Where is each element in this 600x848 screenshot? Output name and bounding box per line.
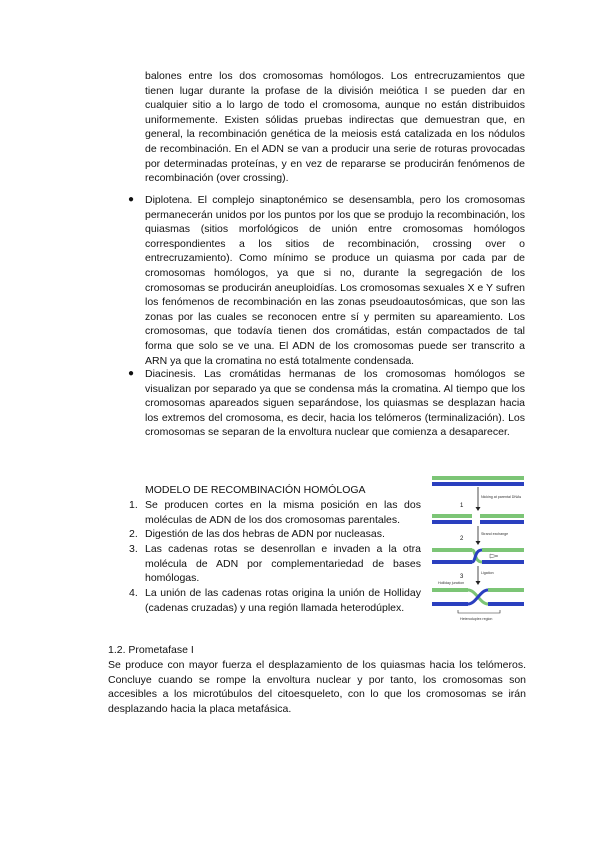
fig-label-nicking: Nicking at parental DNAs [481,495,522,499]
arrowhead-3 [476,581,481,585]
fig-label-ligation: Ligation [481,571,494,575]
step-text: Se producen cortes en la misma posición en las dos moléculas de ADN de los dos cromosomas parentales. [145,499,421,526]
fig-label-heteroduplex: Heteroduplex region [460,617,493,621]
fig-label-strand-exchange: Strand exchange [481,532,509,536]
step-text: La unión de las cadenas rotas origina la unión de Holliday (cadenas cruzadas) y una región llamada heterodúplex. [145,587,421,614]
step-text: Las cadenas rotas se desenrollan e invaden a la otra molécula de ADN por complementariedad de bases homólogas. [145,543,421,585]
fig-step-1: 1 [460,503,464,509]
fig-step-2: 2 [460,536,464,542]
step-number: 4. [129,587,138,599]
continuation-paragraph: balones entre los dos cromosomas homólogos. Los entrecruzamientos que tienen lugar durante la profase de la división meiótica I se pueden dar en cualquier sitio a lo largo de todo el cromosoma, aunque no están distribuidos uniformemente. Existen sólidas pruebas indirectas que demuestran que, en general, la recombinación genética de la meiosis está catalizada en los nódulos de recombinación. En el ADN se van a producir una serie de roturas provocadas por determinadas proteínas, y en vez de repararse se producirán fenómenos de recombinación (over crossing). [145,70,525,185]
arrowhead-1 [476,507,481,511]
section-body: Se produce con mayor fuerza el desplazamiento de los quiasmas hacia los telómeros. Concluye cuando se rompe la envoltura nuclear y por tanto, los cromosomas son accesibles a los microtúbulos del citoesqueleto, con lo que los cromosomas se irán desplazando hacia la placa metafásica. [108,659,526,715]
figure-stage-3 [432,588,524,606]
bullet-diacinesis: Diacinesis. Las cromátidas hermanas de los cromosomas homólogos se visualizan por separado ya que se condensa más la cromatina. Al tiempo que los cromosomas apareados siguen separándose, los quiasmas se desplazan hacia los extremos del cromosoma, es decir, hacia los telómeros (terminalización). Los cromosomas se separan de la envoltura nuclear que comienza a desaparecer. [145,368,525,439]
step-text: Digestión de las dos hebras de ADN por nucleasas. [145,528,385,540]
arrowhead-2 [476,541,481,545]
step-number: 2. [129,528,138,540]
fig-label-holliday: Holliday junction [438,581,465,585]
step-number: 1. [129,499,138,511]
fig-step-3: 3 [460,574,464,580]
bullet-marker: ● [128,368,135,379]
step-number: 3. [129,543,138,555]
model-title: MODELO DE RECOMBINACIÓN HOMÓLOGA [145,484,366,496]
bullet-marker: ● [128,194,135,205]
section-title: 1.2. Prometafase I [108,644,194,656]
figure-stage-0 [432,476,524,486]
figure-stage-2 [432,548,524,564]
bullet-diplotena: Diplotena. El complejo sinaptonémico se desensambla, pero los cromosomas permanecerán unidos por los puntos por los que se produjo la recombinación, los quiasmas (sitios morfológicos de unión entre cromosomas homólogos correspondientes a los sitios de recombinación, crossing over o entrecruzamiento). Como mínimo se produce un quiasma por cada par de cromosomas homólogos, ya que si no, durante la segregación de los cromosomas se producirán aneuploidías. Los cromosomas sexuales X e Y sufren los fenómenos de recombinación en las zonas pseudoautosómicas, que son las zonas por las cuales se reconocen entre sí y permiten su apareamiento. Los cromosomas, que todavía tienen dos cromátidas, están compactados de tal forma que solo se ve una. El ADN de los cromosomas puede ser transcrito a ARN ya que la cromatina no está totalmente condensada. [145,194,525,367]
figure-stage-1 [432,514,524,524]
recombination-figure [430,474,526,634]
heteroduplex-bracket [458,610,500,613]
